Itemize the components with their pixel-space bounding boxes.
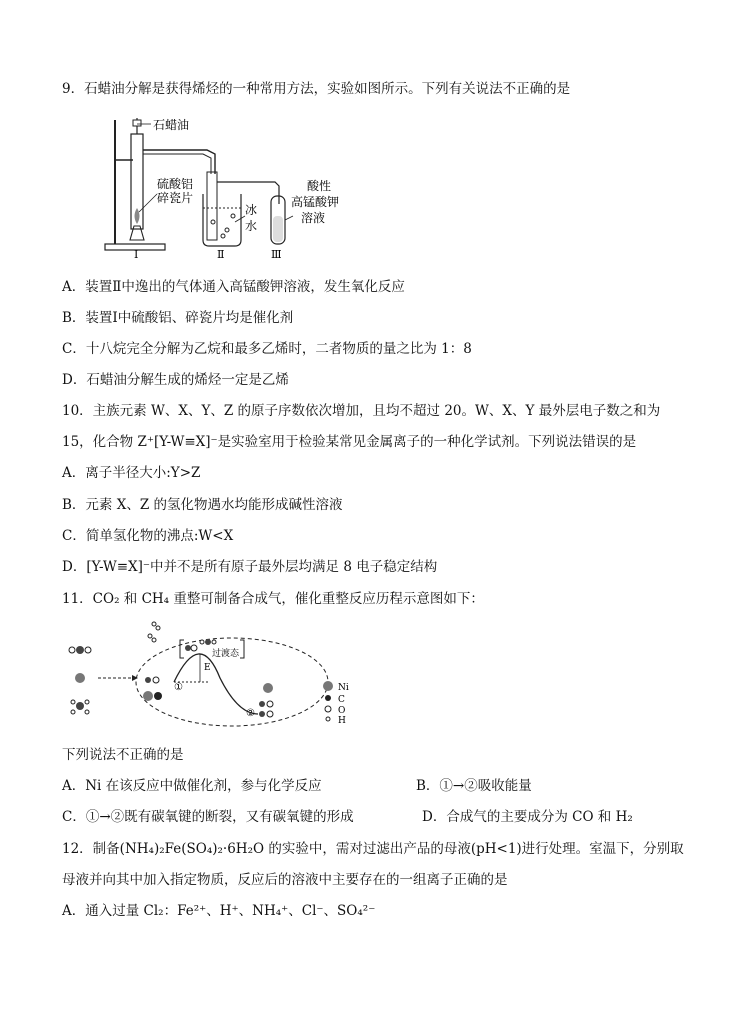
label-paraffin: 石蜡油	[153, 118, 190, 132]
q11-option-d: D．合成气的主要成分为 CO 和 H₂	[422, 809, 633, 825]
q12-stem-line-2: 母液并向其中加入指定物质，反应后的溶液中主要存在的一组离子正确的是	[62, 872, 508, 888]
label-catalyst-2: 碎瓷片	[157, 191, 194, 205]
label-energy-e: E	[204, 663, 211, 673]
q11-question: 下列说法不正确的是	[62, 747, 184, 763]
q10-stem-line-1: 10．主族元素 W、X、Y、Z 的原子序数依次增加，且均不超过 20。W、X、Y 最外层电子数之和为	[62, 403, 661, 419]
q11-reaction-figure	[62, 618, 362, 728]
label-ice-2: 水	[245, 219, 258, 233]
label-transition-state: 过渡态	[212, 649, 240, 659]
q11-stem: 11．CO₂ 和 CH₄ 重整可制备合成气，催化重整反应历程示意图如下：	[62, 591, 484, 607]
label-step-1: ①	[174, 682, 183, 693]
q11-option-c: C．①→②既有碳氧键的断裂，又有碳氧键的形成	[62, 809, 354, 825]
q9-apparatus-figure	[95, 112, 375, 260]
q12-stem-line-1: 12．制备(NH₄)₂Fe(SO₄)₂·6H₂O 的实验中，需对过滤出产品的母液(pH<1)进行处理。室温下，分别取	[62, 841, 684, 857]
label-apparatus-ii: Ⅱ	[217, 248, 225, 260]
q10-option-c: C．简单氢化物的沸点:W<X	[62, 528, 234, 544]
legend-c: C	[338, 695, 345, 705]
label-step-2: ②	[246, 708, 255, 719]
q10-option-a: A．离子半径大小:Y>Z	[62, 465, 201, 481]
legend-ni: Ni	[338, 683, 349, 693]
label-kmno4-3: 溶液	[301, 211, 326, 225]
legend-h: H	[338, 716, 346, 726]
q9-stem: 9．石蜡油分解是获得烯烃的一种常用方法，实验如图所示。下列有关说法不正确的是	[62, 81, 571, 97]
label-apparatus-iii: Ⅲ	[271, 248, 282, 260]
legend-o: O	[338, 706, 346, 716]
q9-option-d: D．石蜡油分解生成的烯烃一定是乙烯	[62, 372, 289, 388]
q11-option-a: A．Ni 在该反应中做催化剂，参与化学反应	[62, 778, 322, 794]
q10-stem-line-2: 15，化合物 Z⁺[Y-W≡X]⁻是实验室用于检验某常见金属离子的一种化学试剂。下列说法错误的是	[62, 434, 637, 450]
q11-option-b: B．①→②吸收能量	[416, 778, 532, 794]
label-kmno4-1: 酸性	[307, 179, 332, 193]
q10-option-b: B．元素 X、Z 的氢化物遇水均能形成碱性溶液	[62, 497, 343, 513]
q9-option-b: B．装置Ⅰ中硫酸铝、碎瓷片均是催化剂	[62, 310, 294, 326]
q12-option-a: A．通入过量 Cl₂：Fe²⁺、H⁺、NH₄⁺、Cl⁻、SO₄²⁻	[62, 903, 376, 919]
label-kmno4-2: 高锰酸钾	[291, 195, 340, 209]
label-apparatus-i: Ⅰ	[134, 248, 139, 260]
q10-option-d: D．[Y-W≡X]⁻中并不是所有原子最外层均满足 8 电子稳定结构	[62, 559, 438, 575]
label-ice-1: 冰	[245, 203, 258, 217]
q9-option-c: C．十八烷完全分解为乙烷和最多乙烯时，二者物质的量之比为 1：8	[62, 341, 472, 357]
q9-option-a: A．装置Ⅱ中逸出的气体通入高锰酸钾溶液，发生氧化反应	[62, 279, 405, 295]
label-catalyst-1: 硫酸铝	[157, 177, 194, 191]
